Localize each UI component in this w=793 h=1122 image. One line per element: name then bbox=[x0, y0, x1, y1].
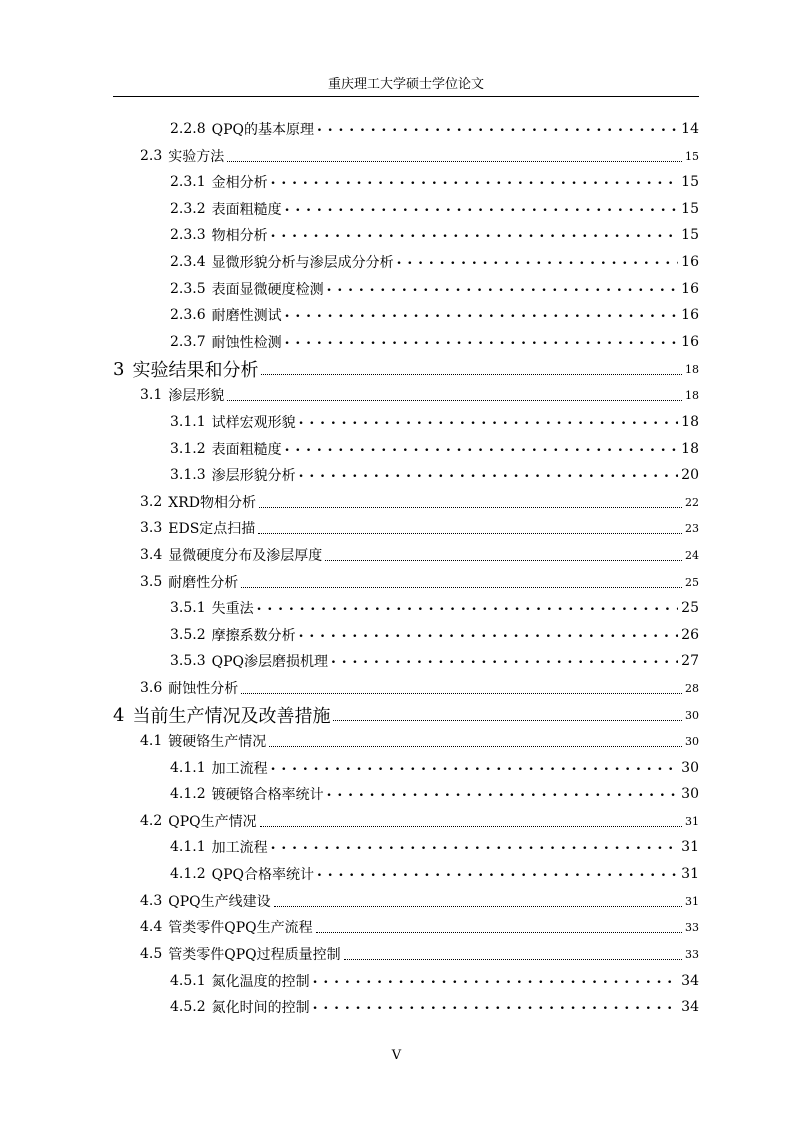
toc-dot-leader bbox=[285, 436, 679, 462]
toc-entry-page: 15 bbox=[681, 174, 699, 190]
page-number: V bbox=[391, 1048, 402, 1063]
toc-entry-number: 3.1.1 bbox=[170, 414, 206, 430]
toc-dot-leader bbox=[257, 595, 679, 621]
toc-entry-page: 18 bbox=[681, 414, 699, 430]
toc-entry-page: 30 bbox=[685, 708, 699, 722]
toc-dot-leader bbox=[327, 276, 679, 302]
toc-entry-page: 16 bbox=[681, 281, 699, 297]
toc-entry-number: 4.1.1 bbox=[170, 839, 206, 855]
toc-entry-number: 4 bbox=[113, 704, 125, 726]
toc-dot-leader bbox=[258, 515, 682, 541]
toc-entry-page: 25 bbox=[685, 575, 699, 589]
toc-dot-leader bbox=[313, 994, 679, 1020]
toc-entry-page: 23 bbox=[685, 521, 699, 535]
toc-entry-number: 3.1 bbox=[140, 387, 163, 403]
toc-dot-leader bbox=[299, 462, 679, 488]
toc-entry-title: 物相分析 bbox=[211, 228, 268, 244]
toc-entry-page: 30 bbox=[685, 734, 699, 748]
toc-dot-leader bbox=[327, 781, 679, 807]
toc-entry[interactable] bbox=[113, 249, 699, 275]
toc-entry[interactable] bbox=[113, 276, 699, 302]
running-header bbox=[113, 74, 699, 97]
toc-dot-leader bbox=[271, 755, 679, 781]
toc-entry[interactable] bbox=[113, 595, 699, 621]
toc-dot-leader bbox=[299, 409, 679, 435]
toc-dot-leader bbox=[299, 622, 679, 648]
toc-entry-number: 4.2 bbox=[140, 813, 163, 829]
toc-dot-leader bbox=[227, 382, 682, 408]
toc-entry-title: XRD物相分析 bbox=[168, 495, 256, 511]
toc-entry-page: 20 bbox=[681, 467, 699, 483]
toc-dot-leader bbox=[274, 888, 682, 914]
toc-entry-title: QPQ渗层磨损机理 bbox=[211, 654, 328, 670]
toc-entry[interactable] bbox=[113, 329, 699, 355]
toc-dot-leader bbox=[271, 169, 679, 195]
toc-dot-leader bbox=[344, 941, 682, 967]
toc-entry-number: 2.3.2 bbox=[170, 201, 206, 217]
toc-entry-title: 显微形貌分析与渗层成分分析 bbox=[211, 255, 394, 271]
toc-entry-number: 4.1.2 bbox=[170, 866, 206, 882]
toc-entry[interactable] bbox=[113, 622, 699, 648]
toc-entry-number: 2.3.6 bbox=[170, 307, 206, 323]
toc-entry-page: 16 bbox=[681, 254, 699, 270]
toc-entry-title: 显微硬度分布及渗层厚度 bbox=[168, 548, 323, 564]
toc-entry[interactable] bbox=[113, 409, 699, 435]
toc-entry-page: 30 bbox=[681, 760, 699, 776]
toc-entry-title: QPQ生产情况 bbox=[168, 814, 257, 830]
toc-dot-leader bbox=[333, 702, 682, 728]
toc-entry[interactable] bbox=[113, 834, 699, 860]
toc-entry-page: 15 bbox=[685, 149, 699, 163]
toc-entry[interactable] bbox=[113, 968, 699, 994]
toc-entry[interactable] bbox=[113, 781, 699, 807]
toc-entry-title: 表面粗糙度 bbox=[211, 202, 282, 218]
toc-entry[interactable] bbox=[113, 861, 699, 887]
toc-dot-leader bbox=[331, 648, 678, 674]
toc-entry-number: 3.5.3 bbox=[170, 653, 206, 669]
toc-entry[interactable] bbox=[113, 728, 699, 754]
toc-entry-number: 2.3.5 bbox=[170, 281, 206, 297]
toc-entry-page: 18 bbox=[685, 388, 699, 402]
header-title: 重庆理工大学硕士学位论文 bbox=[327, 77, 484, 92]
toc-entry-number: 3.1.2 bbox=[170, 441, 206, 457]
toc-entry-title: 当前生产情况及改善措施 bbox=[132, 706, 331, 727]
toc-entry-page: 30 bbox=[681, 786, 699, 802]
toc-entry-number: 2.3.7 bbox=[170, 334, 206, 350]
toc-entry-number: 4.1 bbox=[140, 733, 163, 749]
toc-entry-title: 实验方法 bbox=[168, 149, 225, 165]
toc-entry-page: 31 bbox=[681, 866, 699, 882]
toc-dot-leader bbox=[269, 728, 682, 754]
toc-entry-title: 耐蚀性分析 bbox=[168, 681, 239, 697]
toc-entry-number: 4.4 bbox=[140, 919, 163, 935]
toc-entry-title: 管类零件QPQ过程质量控制 bbox=[168, 947, 341, 963]
page-footer bbox=[0, 1048, 793, 1063]
toc-dot-leader bbox=[317, 861, 678, 887]
toc-entry-title: 摩擦系数分析 bbox=[211, 628, 296, 644]
toc-entry-number: 4.1.2 bbox=[170, 786, 206, 802]
toc-entry-page: 34 bbox=[681, 999, 699, 1015]
toc-entry-number: 3.6 bbox=[140, 680, 163, 696]
toc-entry-title: EDS定点扫描 bbox=[168, 521, 256, 537]
toc-entry[interactable] bbox=[113, 436, 699, 462]
toc-entry-page: 15 bbox=[681, 227, 699, 243]
toc-entry[interactable] bbox=[113, 941, 699, 967]
toc-dot-leader bbox=[397, 249, 679, 275]
toc-entry[interactable] bbox=[113, 569, 699, 595]
toc-entry-title: 渗层形貌 bbox=[168, 388, 225, 404]
toc-entry[interactable] bbox=[113, 143, 699, 169]
toc-entry-page: 16 bbox=[681, 334, 699, 350]
toc-entry-title: 镀硬铬合格率统计 bbox=[211, 787, 324, 803]
toc-entry[interactable] bbox=[113, 755, 699, 781]
toc-entry[interactable] bbox=[113, 808, 699, 834]
toc-entry[interactable] bbox=[113, 888, 699, 914]
toc-entry-page: 33 bbox=[685, 947, 699, 961]
toc-entry-page: 22 bbox=[685, 495, 699, 509]
toc-entry-title: 表面粗糙度 bbox=[211, 442, 282, 458]
toc-entry-title: 氮化时间的控制 bbox=[211, 1000, 310, 1016]
toc-dot-leader bbox=[260, 808, 682, 834]
toc-entry-title: 加工流程 bbox=[211, 840, 268, 856]
toc-entry-number: 3.1.3 bbox=[170, 467, 206, 483]
toc-entry-number: 4.5 bbox=[140, 946, 163, 962]
toc-dot-leader bbox=[227, 143, 682, 169]
toc-entry-number: 2.2.8 bbox=[170, 121, 206, 137]
toc-entry-number: 4.5.1 bbox=[170, 973, 206, 989]
toc-entry-number: 3.2 bbox=[140, 494, 163, 510]
toc-entry[interactable] bbox=[113, 648, 699, 674]
toc-entry[interactable] bbox=[113, 356, 699, 382]
toc-entry[interactable] bbox=[113, 116, 699, 142]
toc-entry[interactable] bbox=[113, 222, 699, 248]
toc-entry[interactable] bbox=[113, 994, 699, 1020]
toc-entry-title: 耐磨性测试 bbox=[211, 308, 282, 324]
toc-dot-leader bbox=[241, 675, 682, 701]
toc-entry-title: 加工流程 bbox=[211, 761, 268, 777]
toc-entry-title: 镀硬铬生产情况 bbox=[168, 734, 267, 750]
toc-entry-number: 3.5.1 bbox=[170, 600, 206, 616]
toc-entry-number: 3.5 bbox=[140, 574, 163, 590]
toc-entry-page: 14 bbox=[681, 121, 699, 137]
toc-entry-page: 27 bbox=[681, 653, 699, 669]
toc-entry-title: 金相分析 bbox=[211, 175, 268, 191]
toc-entry-title: QPQ合格率统计 bbox=[211, 867, 314, 883]
toc-entry-title: 管类零件QPQ生产流程 bbox=[168, 920, 313, 936]
toc-entry-page: 26 bbox=[681, 627, 699, 643]
toc-entry-page: 34 bbox=[681, 973, 699, 989]
toc-entry-title: 试样宏观形貌 bbox=[211, 415, 296, 431]
toc-entry-title: 实验结果和分析 bbox=[132, 360, 259, 381]
toc-entry-number: 4.3 bbox=[140, 893, 163, 909]
toc-dot-leader bbox=[313, 968, 679, 994]
toc-entry-page: 28 bbox=[685, 681, 699, 695]
toc-dot-leader bbox=[285, 329, 679, 355]
toc-entry[interactable] bbox=[113, 675, 699, 701]
toc-entry-number: 2.3.1 bbox=[170, 174, 206, 190]
toc-entry-number: 3.4 bbox=[140, 547, 163, 563]
toc-entry[interactable] bbox=[113, 702, 699, 728]
toc-entry-page: 24 bbox=[685, 548, 699, 562]
toc-entry-title: 渗层形貌分析 bbox=[211, 468, 296, 484]
toc-entry-title: QPQ生产线建设 bbox=[168, 894, 271, 910]
toc-entry-number: 3.5.2 bbox=[170, 627, 206, 643]
toc-entry-page: 33 bbox=[685, 920, 699, 934]
toc-entry-number: 3 bbox=[113, 358, 125, 380]
toc-entry-title: 氮化温度的控制 bbox=[211, 974, 310, 990]
toc-entry-title: 耐蚀性检测 bbox=[211, 335, 282, 351]
toc-entry-page: 16 bbox=[681, 307, 699, 323]
toc-entry[interactable] bbox=[113, 196, 699, 222]
toc-entry[interactable] bbox=[113, 302, 699, 328]
toc-dot-leader bbox=[285, 302, 679, 328]
toc-entry-title: 表面显微硬度检测 bbox=[211, 282, 324, 298]
toc-entry[interactable] bbox=[113, 169, 699, 195]
toc-entry[interactable] bbox=[113, 914, 699, 940]
toc-dot-leader bbox=[285, 196, 679, 222]
toc-entry-title: 失重法 bbox=[211, 601, 254, 617]
toc-entry-page: 31 bbox=[681, 839, 699, 855]
toc-entry-page: 25 bbox=[681, 600, 699, 616]
toc-entry-number: 2.3 bbox=[140, 148, 163, 164]
toc-entry[interactable] bbox=[113, 542, 699, 568]
toc-dot-leader bbox=[259, 489, 682, 515]
toc-entry-title: QPQ的基本原理 bbox=[211, 122, 314, 138]
toc-entry[interactable] bbox=[113, 462, 699, 488]
toc-entry-page: 31 bbox=[685, 894, 699, 908]
toc-entry-page: 18 bbox=[681, 441, 699, 457]
toc-entry[interactable] bbox=[113, 515, 699, 541]
toc-entry-page: 15 bbox=[681, 201, 699, 217]
toc-entry-title: 耐磨性分析 bbox=[168, 575, 239, 591]
toc-dot-leader bbox=[261, 356, 682, 382]
toc-dot-leader bbox=[325, 542, 682, 568]
toc-dot-leader bbox=[271, 834, 679, 860]
toc-entry-number: 4.1.1 bbox=[170, 760, 206, 776]
toc-entry-number: 2.3.4 bbox=[170, 254, 206, 270]
toc-dot-leader bbox=[271, 222, 679, 248]
toc-entry-number: 4.5.2 bbox=[170, 999, 206, 1015]
toc-entry-page: 31 bbox=[685, 814, 699, 828]
toc-entry-number: 3.3 bbox=[140, 520, 163, 536]
toc-entry[interactable] bbox=[113, 489, 699, 515]
toc-dot-leader bbox=[317, 116, 678, 142]
toc-entry[interactable] bbox=[113, 382, 699, 408]
toc-entry-number: 2.3.3 bbox=[170, 227, 206, 243]
toc-dot-leader bbox=[316, 914, 682, 940]
toc-dot-leader bbox=[241, 569, 682, 595]
toc-entry-page: 18 bbox=[685, 362, 699, 376]
